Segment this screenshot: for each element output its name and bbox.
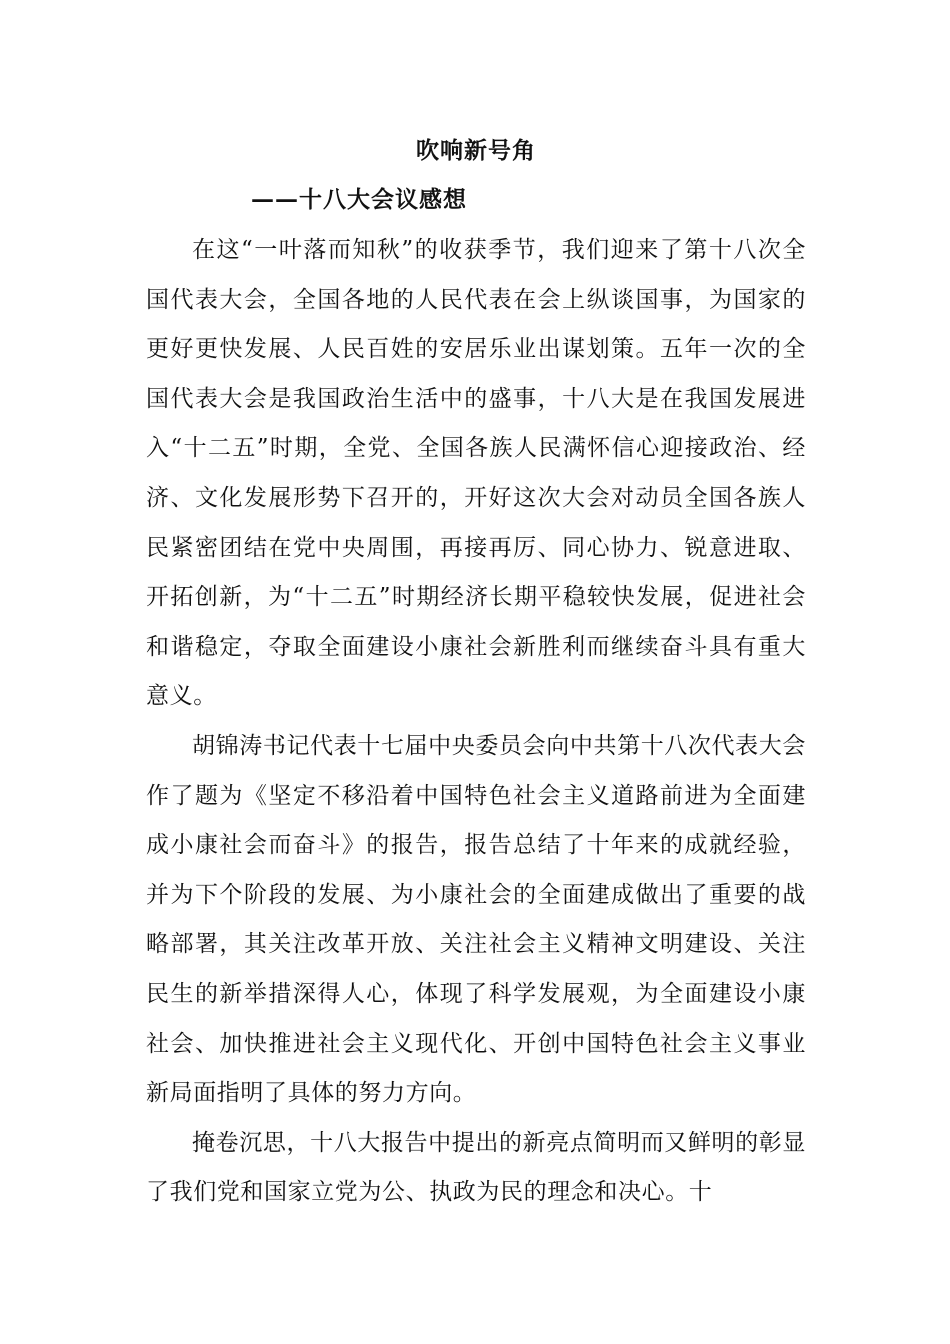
paragraph-1: 在这“一叶落而知秋”的收获季节，我们迎来了第十八次全国代表大会，全国各地的人民代表在会上纵谈国事，为国家的更好更快发展、人民百姓的安居乐业出谋划策。五年一次的全国代表大会是我国政治生活中的盛事，十八大是在我国发展进入“十二五”时期，全党、全国各族人民满怀信心迎接政治、经济、文化发展形势下召开的，开好这次大会对动员全国各族人民紧密团结在党中央周围，再接再厉、同心协力、锐意进取、开拓创新，为“十二五”时期经济长期平稳较快发展，促进社会和谐稳定，夺取全面建设小康社会新胜利而继续奋斗具有重大意义。 [146, 237, 806, 710]
document-body [146, 128, 806, 1218]
paragraph-2: 胡锦涛书记代表十七届中央委员会向中共第十八次代表大会作了题为《坚定不移沿着中国特色社会主义道路前进为全面建成小康社会而奋斗》的报告，报告总结了十年来的成就经验，并为下个阶段的发展、为小康社会的全面建成做出了重要的战略部署，其关注改革开放、关注社会主义精神文明建设、关注民生的新举措深得人心，体现了科学发展观，为全面建设小康社会、加快推进社会主义现代化、开创中国特色社会主义事业新局面指明了具体的努力方向。 [146, 732, 806, 1107]
paragraph-3: 掩卷沉思，十八大报告中提出的新亮点简明而又鲜明的彰显了我们党和国家立党为公、执政为民的理念和决心。十 [146, 1129, 806, 1206]
document-title: 吹响新号角 [416, 137, 536, 164]
document-subtitle: ——十八大会议感想 [251, 186, 467, 213]
